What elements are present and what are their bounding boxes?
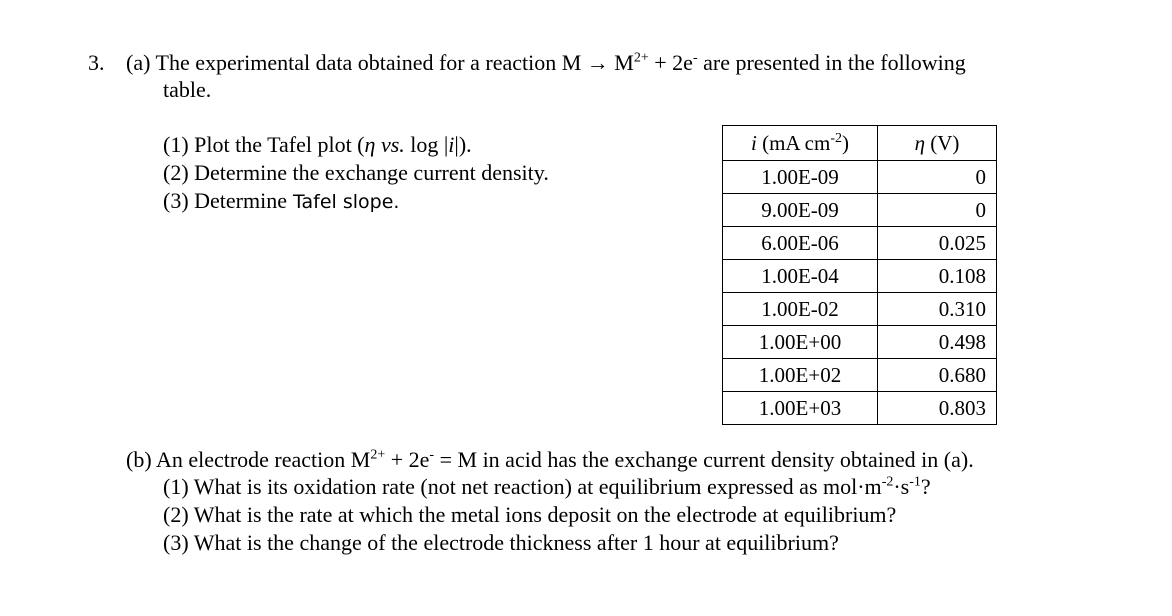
table-row xyxy=(723,227,997,260)
part-a-intro xyxy=(126,50,966,76)
overpotential-cell: 0.680 xyxy=(878,359,997,392)
table-header-row xyxy=(723,126,997,161)
table-row xyxy=(723,326,997,359)
part-a-label: (a) xyxy=(126,50,151,75)
table-row xyxy=(723,260,997,293)
q3-prefix: (3) Determine xyxy=(163,188,287,213)
overpotential-cell: 0 xyxy=(878,161,997,194)
current-density-cell: 9.00E-09 xyxy=(723,194,878,227)
charge-superscript: 2+ xyxy=(633,50,649,66)
q3-tafel-slope: Tafel slope. xyxy=(287,191,400,213)
table-row xyxy=(723,359,997,392)
current-density-cell: 1.00E-04 xyxy=(723,260,878,293)
charge-superscript: 2+ xyxy=(370,447,386,463)
electron-superscript: - xyxy=(429,447,435,463)
header-current-density: i (mA $cm^{-2}$) xyxy=(723,126,878,161)
table-row xyxy=(723,194,997,227)
electron-text: + 2e xyxy=(648,50,693,75)
q1-prefix: (1) Plot the Tafel plot ( xyxy=(163,132,365,157)
problem-number: 3. xyxy=(88,50,105,75)
part-b-intro-text: (b) An electrode reaction M xyxy=(126,447,371,472)
table-row xyxy=(723,392,997,425)
current-density-cell: 1.00E+03 xyxy=(723,392,878,425)
q1-suffix: |). xyxy=(454,132,472,157)
part-b-question-3: (3) What is the change of the electrode thickness after 1 hour at equilibrium? xyxy=(163,530,839,555)
header-overpotential: η (V) xyxy=(878,126,997,161)
overpotential-cell: 0.108 xyxy=(878,260,997,293)
part-a-intro-line2: table. xyxy=(163,77,212,102)
part-b-question-1: (1) What is its oxidation rate (not net reaction) at equilibrium expressed as $mol\cdot m^{-2}\cdot s^{-1}$? xyxy=(163,474,931,499)
overpotential-cell: 0.310 xyxy=(878,293,997,326)
part-a-question-2: (2) Determine the exchange current density. xyxy=(163,160,549,185)
electron-superscript: - xyxy=(692,50,698,66)
log-text: log | xyxy=(404,132,449,157)
current-density-cell: 1.00E+00 xyxy=(723,326,878,359)
part-b-intro xyxy=(126,447,974,473)
part-a-question-1 xyxy=(163,132,472,158)
current-density-cell: 6.00E-06 xyxy=(723,227,878,260)
part-a-question-3 xyxy=(163,188,399,215)
part-a-intro-text: The experimental data obtained for a reaction M → M xyxy=(155,50,634,75)
current-density-cell: 1.00E-09 xyxy=(723,161,878,194)
eta-symbol: η xyxy=(364,132,376,157)
overpotential-cell: 0.498 xyxy=(878,326,997,359)
table-row xyxy=(723,293,997,326)
table-row xyxy=(723,161,997,194)
current-symbol: i xyxy=(448,132,455,157)
part-b-intro-tail: = M in acid has the exchange current density obtained in (a). xyxy=(434,447,974,472)
overpotential-cell: 0.025 xyxy=(878,227,997,260)
current-density-cell: 1.00E-02 xyxy=(723,293,878,326)
current-density-cell: 1.00E+02 xyxy=(723,359,878,392)
vs-text: vs. xyxy=(375,132,405,157)
tafel-data-table xyxy=(722,125,997,425)
overpotential-cell: 0 xyxy=(878,194,997,227)
part-a-intro-tail: are presented in the following xyxy=(697,50,966,75)
overpotential-cell: 0.803 xyxy=(878,392,997,425)
part-b-question-2: (2) What is the rate at which the metal ions deposit on the electrode at equilibrium? xyxy=(163,502,897,527)
electron-text: + 2e xyxy=(385,447,430,472)
